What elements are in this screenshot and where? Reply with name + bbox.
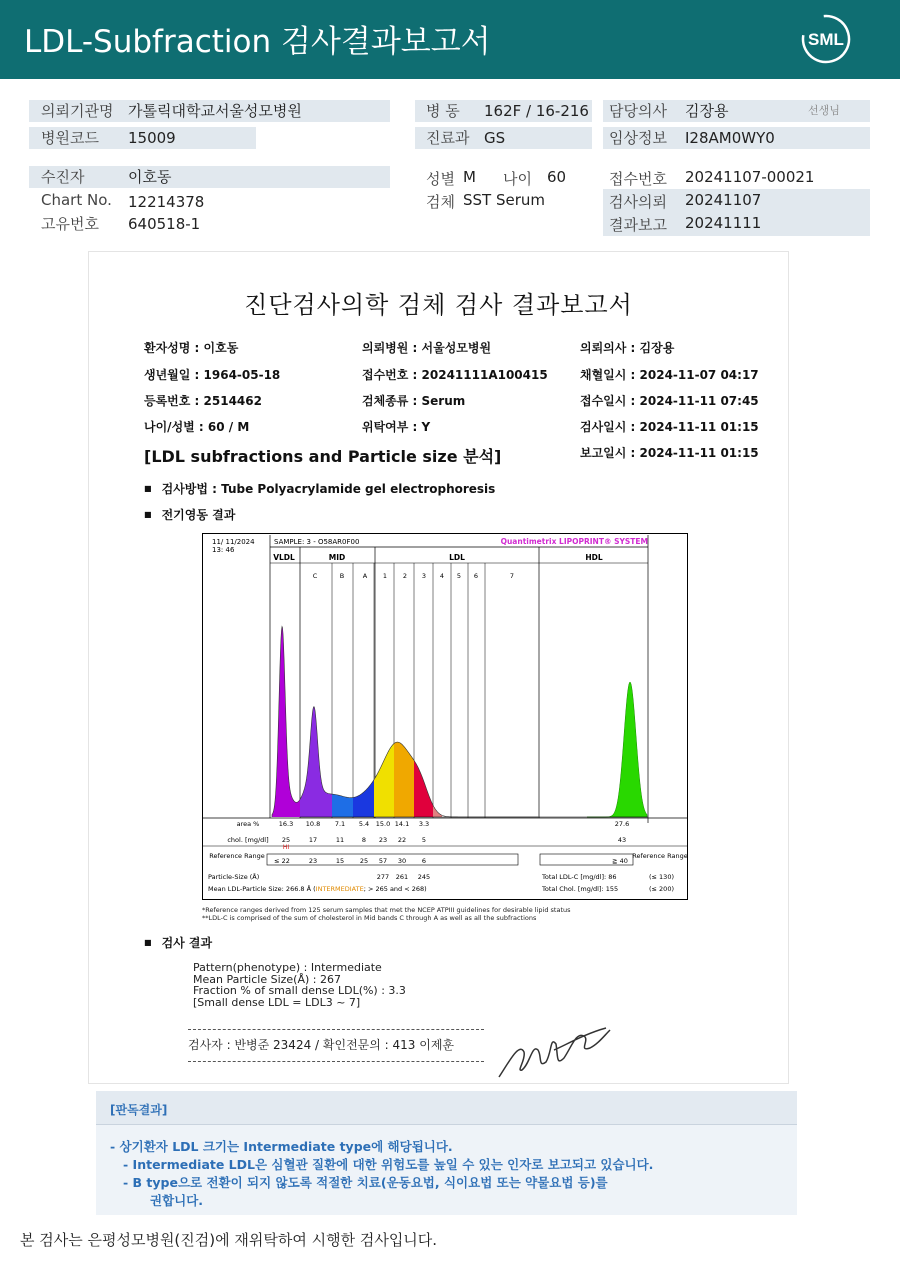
ref-value: 57: [378, 857, 388, 865]
req-date-value: 20241107: [685, 191, 762, 209]
clinical-value: I28AM0WY0: [685, 129, 775, 147]
chol-value: 43: [617, 836, 627, 844]
chol-value: 5: [421, 836, 427, 844]
area-value: 3.3: [418, 820, 430, 828]
interp-line-2: - Intermediate LDL은 심혈관 질환에 대한 위험도를 높일 수 있는 인자로 보고되고 있습니다.: [123, 1157, 654, 1172]
ref-value: 15: [335, 857, 345, 865]
interp-line-3: - B type으로 전환이 되지 않도록 적절한 치료(운동요법, 식이요법 또는 약물요법 등)를: [123, 1175, 608, 1190]
interp-line-4: 권합니다.: [150, 1193, 204, 1208]
result-fraction: Fraction % of small dense LDL(%) : 3.3: [193, 984, 406, 997]
field-birth: 생년월일 : 1964-05-18: [144, 368, 281, 382]
field-recv-date: 접수일시 : 2024-11-11 07:45: [580, 394, 759, 408]
chart-date: 11/ 11/2024: [212, 538, 255, 546]
subband-label: 3: [421, 572, 427, 580]
subband-label: A: [362, 572, 368, 580]
total-ldl: Total LDL-C [mg/dl]: 86: [542, 873, 617, 881]
recv-label: 접수번호: [609, 170, 667, 188]
chart-no-label: Chart No.: [41, 191, 112, 209]
ref-value: 6: [421, 857, 427, 865]
area-value: 10.8: [305, 820, 321, 828]
age-value: 60: [547, 168, 567, 186]
subband-label: 1: [382, 572, 388, 580]
recv-value: 20241107-00021: [685, 168, 815, 186]
doctor-label: 담당의사: [609, 102, 667, 120]
patient-label: 수진자: [41, 168, 85, 186]
req-org-label: 의뢰기관명: [41, 102, 114, 120]
result-item: ■ 검사 결과: [144, 934, 212, 951]
report-header: [0, 0, 900, 79]
dept-label: 진료과: [426, 129, 470, 147]
specimen-label: 검체: [426, 193, 455, 211]
ldl-header: LDL: [449, 553, 465, 562]
chol-value: 11: [335, 836, 345, 844]
area-label: area %: [236, 820, 260, 828]
note-2: **LDL-C is comprised of the sum of cholesterol in Mid bands C through A as well as all the subfractions: [202, 914, 537, 922]
area-value: 14.1: [394, 820, 410, 828]
area-value: 5.4: [358, 820, 370, 828]
doctor-suffix: 선생님: [808, 104, 840, 117]
mean-inter: INTERMEDIATE: [315, 885, 364, 893]
mean-label: Mean LDL-Particle Size: 266.8 Å (: [208, 885, 316, 893]
area-value: 16.3: [278, 820, 294, 828]
sex-label: 성별: [426, 170, 455, 188]
section-title: [LDL subfractions and Particle size 분석]: [144, 447, 502, 466]
field-hospital: 의뢰병원 : 서울성모병원: [362, 341, 492, 355]
result-mean-size: Mean Particle Size(Å) : 267: [193, 973, 341, 986]
sex-value: M: [463, 168, 476, 186]
subband-label: 7: [509, 572, 515, 580]
field-collect: 채혈일시 : 2024-11-07 04:17: [580, 368, 759, 382]
result-pattern: Pattern(phenotype) : Intermediate: [193, 961, 382, 974]
chol-value: 23: [378, 836, 388, 844]
chol-label: chol. [mg/dl]: [227, 836, 269, 844]
sign-rule-bottom: [188, 1061, 484, 1062]
subband-label: 2: [402, 572, 408, 580]
electro-item: ■ 전기영동 결과: [144, 506, 235, 523]
hosp-code-value: 15009: [128, 129, 176, 147]
ward-value: 162F / 16-216: [484, 102, 589, 120]
chart-no-value: 12214378: [128, 193, 205, 211]
ref-value: ≧ 40: [612, 857, 628, 865]
area-value: 15.0: [375, 820, 391, 828]
ref-value: 23: [308, 857, 318, 865]
chol-value: 25: [281, 836, 291, 844]
electrophoresis-chart: [202, 533, 688, 900]
interp-line-1: - 상기환자 LDL 크기는 Intermediate type에 해당됩니다.: [110, 1139, 453, 1154]
chart-sample: SAMPLE: 3 - O58AR0F00: [274, 538, 360, 546]
total-chol: Total Chol. [mg/dl]: 155: [542, 885, 619, 893]
field-doctor: 의뢰의사 : 김장용: [580, 341, 675, 355]
result-sd-ldl: [Small dense LDL = LDL3 ~ 7]: [193, 996, 361, 1009]
chart-time: 13: 46: [212, 546, 235, 554]
area-value: 7.1: [334, 820, 346, 828]
uid-value: 640518-1: [128, 215, 201, 233]
field-patient: 환자성명 : 이호동: [144, 341, 239, 355]
chol-value: 8: [361, 836, 367, 844]
patient-value: 이호동: [128, 168, 172, 186]
lab-report-image: [88, 251, 789, 1084]
ps-value: 245: [417, 873, 431, 881]
subband-label: 4: [439, 572, 445, 580]
dept-value: GS: [484, 129, 506, 147]
doctor-signature: [494, 1022, 614, 1082]
sml-logo: [800, 13, 852, 65]
rep-date-label: 결과보고: [609, 216, 667, 234]
field-test-date: 검사일시 : 2024-11-11 01:15: [580, 420, 759, 434]
ref-right-label: Reference Range: [632, 852, 688, 860]
subband-label: B: [339, 572, 345, 580]
ps-value: 277: [376, 873, 390, 881]
svg-text:SML: SML: [808, 30, 844, 49]
subband-label: 5: [456, 572, 462, 580]
interpretation-title: [판독결과]: [110, 1103, 168, 1117]
ref-label: Reference Range: [209, 852, 265, 860]
field-recv-no: 접수번호 : 20241111A100415: [362, 368, 548, 382]
ward-label: 병 동: [426, 102, 460, 120]
total-ldl-ref: (≤ 130): [649, 873, 674, 881]
field-reg: 등록번호 : 2514462: [144, 394, 262, 408]
total-chol-ref: (≤ 200): [649, 885, 674, 893]
vldl-header: VLDL: [273, 553, 295, 562]
hi-flag: HI: [282, 844, 290, 851]
mid-header: MID: [328, 553, 346, 562]
chol-value: 17: [308, 836, 318, 844]
area-value: 27.6: [614, 820, 630, 828]
ps-value: 261: [395, 873, 409, 881]
field-report-date: 보고일시 : 2024-11-11 01:15: [580, 446, 759, 460]
interpretation-header: [96, 1091, 797, 1125]
field-age-sex: 나이/성별 : 60 / M: [144, 420, 250, 434]
age-label: 나이: [503, 170, 532, 188]
report-title: LDL-Subfraction 검사결과보고서: [24, 24, 491, 60]
sign-rule-top: [188, 1029, 484, 1030]
note-1: *Reference ranges derived from 125 serum samples that met the NCEP ATPIII guidelines for desirable lipid status: [202, 906, 571, 914]
ref-value: 30: [397, 857, 407, 865]
specimen-value: SST Serum: [463, 191, 546, 209]
ps-label: Particle-Size (Å): [208, 873, 260, 881]
req-date-label: 검사의뢰: [609, 193, 667, 211]
clinical-label: 임상정보: [609, 129, 667, 147]
ref-value: ≤ 22: [274, 857, 290, 865]
svg-text:Mean LDL-Particle Size: 266.8: [208, 884, 427, 893]
hosp-code-label: 병원코드: [41, 129, 99, 147]
rep-date-value: 20241111: [685, 214, 762, 232]
uid-label: 고유번호: [41, 215, 99, 233]
footer-note: 본 검사는 은평성모병원(진검)에 재위탁하여 시행한 검사입니다.: [20, 1231, 438, 1249]
hdl-header: HDL: [585, 553, 603, 562]
ref-value: 25: [359, 857, 369, 865]
subband-label: 6: [473, 572, 479, 580]
sign-line: 검사자 : 반병준 23424 / 확인전문의 : 413 이제훈: [188, 1038, 455, 1052]
chart-brand: Quantimetrix LIPOPRINT® SYSTEM: [500, 537, 648, 546]
field-outsourced: 위탁여부 : Y: [362, 420, 431, 434]
paper-title: 진단검사의학 검체 검사 결과보고서: [244, 291, 633, 319]
subband-label: C: [312, 572, 318, 580]
method-item: ■ 검사방법 : Tube Polyacrylamide gel electrophoresis: [144, 480, 495, 497]
field-specimen: 검체종류 : Serum: [362, 394, 466, 408]
req-org-value: 가톨릭대학교서울성모병원: [128, 102, 302, 120]
doctor-value: 김장용: [685, 102, 729, 120]
chol-value: 22: [397, 836, 407, 844]
mean-tail: ; > 265 and < 268): [363, 885, 427, 893]
